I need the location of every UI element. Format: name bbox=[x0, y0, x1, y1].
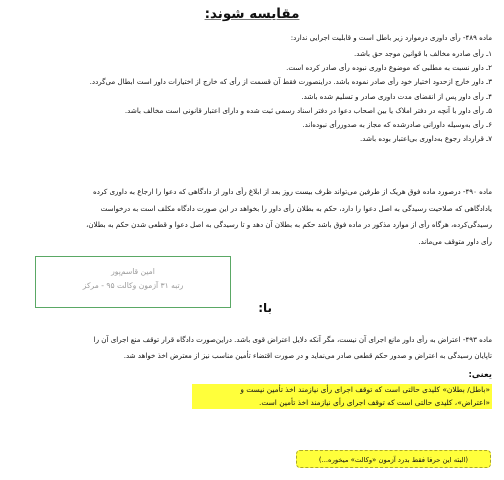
article-489-list bbox=[40, 47, 492, 146]
article-490-line: رأی داور متوقف می‌ماند. bbox=[418, 236, 492, 246]
highlight-line: «اعتراض»، کلیدی حالتی است که توقف اجرای رأی نیازمند اخذ تأمین است. bbox=[192, 397, 492, 410]
heading-yani: یعنی: bbox=[468, 370, 492, 380]
article-493-line: ماده ۴۹۳- اعتراض به رأی داور مانع اجرای آن نیست، مگر آنکه دلایل اعتراض قوی باشد. دراین‌صورت دادگاه قرار توقف منع اجرای آن را bbox=[93, 335, 492, 344]
article-490-line: یادادگاهی که صلاحیت رسیدگی به اصل دعوا را دارد، حکم به بطلان رأی داور را بخواهد در این صورت دادگاه مکلف است به درخواست bbox=[100, 203, 492, 213]
list-item: ۷ـ قرارداد رجوع به‌داوری بی‌اعتبار بوده باشد. bbox=[360, 134, 492, 144]
list-item: ۳ـ داور خارج ازحدود اختیار خود رأی صادر نموده باشد. دراینصورت فقط آن قسمت از رأی که خارج از اختیارات داور است ابطال می‌گردد. bbox=[89, 77, 492, 87]
article-493-line: تاپایان رسیدگی به اعتراض و صدور حکم قطعی صادر می‌نماید و در صورت اقتضاء تأمین مناسب نیز از معترض اخذ خواهد شد. bbox=[123, 351, 492, 360]
article-490 bbox=[12, 184, 492, 250]
highlight-box bbox=[192, 384, 492, 409]
stamp-name: امین قاسم‌پور bbox=[111, 267, 155, 276]
list-item: ۱ـ رأی صادره مخالف با قوانین موجد حق باشد. bbox=[353, 49, 492, 58]
list-item: ۲ـ داور نسبت به مطلبی که موضوع داوری نبوده رأی صادر کرده است. bbox=[286, 63, 492, 73]
heading-ba: با: bbox=[258, 301, 272, 315]
stamp-rank: رتبه ۳۱ آزمون وکالت ۹۵ - مرکز bbox=[82, 281, 184, 290]
list-item: ۵ـ رأی داور با آنچه در دفتر املاک یا بین اصحاب دعوا در دفتر اسناد رسمی ثبت شده و دارای اعتبار قانونی است مخالف باشد. bbox=[124, 105, 492, 115]
footnote-highlight: (البته این حرفا فقط بدرد آزمون «وکالت» میخوره...) bbox=[296, 450, 491, 468]
author-stamp bbox=[35, 256, 231, 308]
article-490-line: ماده ۴۹۰- درصورد ماده فوق هریک از طرفین می‌تواند ظرف بیست روز بعد از ابلاغ رأی داور از دادگاهی که دعوا را ارجاع به داوری کرده bbox=[93, 187, 492, 196]
list-item: ۶ـ رأی به‌وسیله داورانی صادرشده که مجاز به صدوررأی نبوده‌اند. bbox=[302, 120, 492, 130]
article-490-line: رسیدگی‌کرده، هرگاه رأی از موارد مذکور در ماده فوق باشد حکم به بطلان آن دهد و تا رسیدگی به اصل دعوا و قطعی شدن حکم به بطلان، bbox=[86, 220, 492, 229]
page-title: مقایسه شوند: bbox=[204, 6, 300, 22]
article-489-intro: ماده ۴۸۹- رأی داوری درموارد زیر باطل است و قابلیت اجرایی ندارد: bbox=[290, 33, 492, 42]
highlight-line: «باطل/ بطلان» کلیدی حالتی است که توقف اجرای رأی نیازمند اخذ تأمین نیست و bbox=[192, 384, 492, 397]
list-item: ۴ـ رأی داور پس از انقضای مدت داوری صادر و تسلیم شده باشد. bbox=[301, 91, 492, 101]
article-493 bbox=[12, 332, 492, 364]
